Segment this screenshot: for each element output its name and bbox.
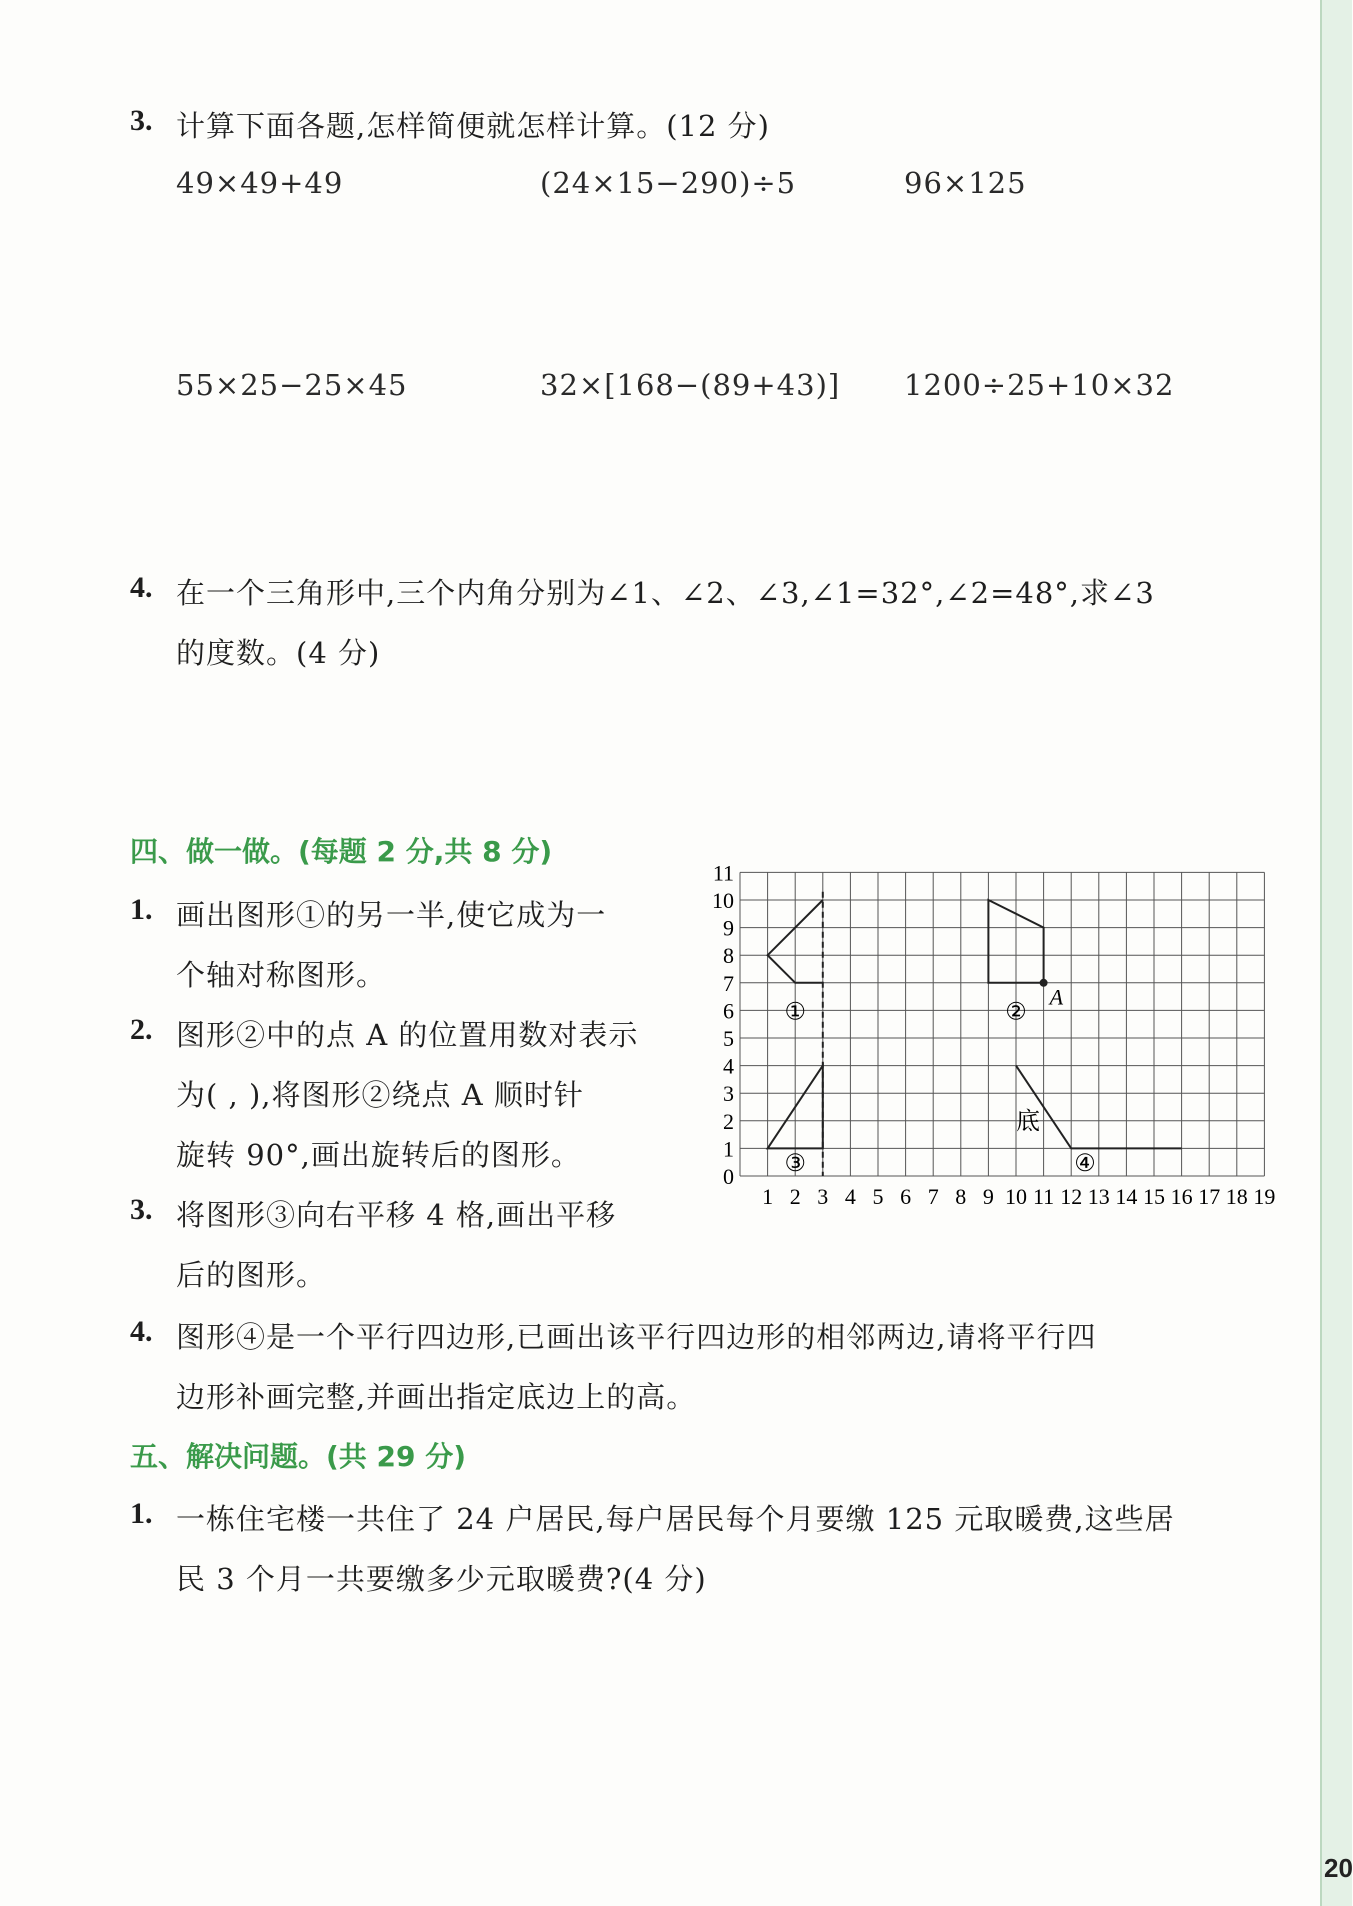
y-tick-label: 8 — [723, 943, 734, 969]
s4-item2-line3: 旋转 90°,画出旋转后的图形。 — [176, 1138, 581, 1172]
x-tick-label: 3 — [817, 1184, 829, 1209]
s4-item1-line1: 画出图形①的另一半,使它成为一 — [176, 898, 607, 932]
x-tick-label: 18 — [1225, 1184, 1248, 1209]
x-tick-label: 10 — [1005, 1184, 1027, 1209]
s4-item3-line2: 后的图形。 — [176, 1258, 327, 1292]
coordinate-grid — [700, 860, 1280, 1240]
x-tick-label: 2 — [789, 1184, 801, 1209]
s4-item2-line2: 为( , ),将图形②绕点 A 顺时针 — [176, 1078, 584, 1112]
y-tick-label: 6 — [723, 998, 734, 1024]
x-tick-label: 7 — [927, 1184, 939, 1209]
x-tick-label: 14 — [1115, 1184, 1138, 1209]
expression-3: 96×125 — [904, 166, 1027, 200]
y-axis-labels — [712, 860, 734, 1189]
x-tick-label: 11 — [1033, 1184, 1055, 1209]
y-tick-label: 10 — [712, 888, 734, 913]
question-4-line2: 的度数。(4 分) — [176, 636, 381, 670]
s4-item2-line1: 图形②中的点 A 的位置用数对表示 — [176, 1018, 639, 1052]
shapes — [768, 892, 1182, 1176]
y-tick-label: 7 — [723, 970, 734, 996]
s5-q1-number: 1. — [130, 1497, 153, 1530]
x-tick-label: 17 — [1198, 1184, 1221, 1209]
y-tick-label: 2 — [723, 1108, 734, 1134]
x-tick-label: 4 — [844, 1184, 856, 1209]
x-tick-label: 5 — [872, 1184, 884, 1209]
question-3-prompt: 计算下面各题,怎样简便就怎样计算。(12 分) — [176, 109, 770, 143]
question-4-line1: 在一个三角形中,三个内角分别为∠1、∠2、∠3,∠1=32°,∠2=48°,求∠3 — [176, 576, 1155, 610]
x-tick-label: 1 — [762, 1184, 774, 1209]
s4-item2-number: 2. — [130, 1013, 153, 1046]
y-tick-label: 0 — [723, 1164, 734, 1189]
y-tick-label: 11 — [712, 860, 734, 886]
x-tick-label: 16 — [1170, 1184, 1193, 1209]
x-tick-label: 12 — [1060, 1184, 1083, 1209]
s5-q1-line2: 民 3 个月一共要缴多少元取暖费?(4 分) — [176, 1562, 707, 1596]
point-a-label: A — [1049, 984, 1064, 1010]
x-tick-label: 9 — [982, 1184, 994, 1209]
s4-item4-line2: 边形补画完整,并画出指定底边上的高。 — [176, 1380, 697, 1414]
s4-item3-line1: 将图形③向右平移 4 格,画出平移 — [176, 1198, 617, 1232]
page-edge-strip — [1320, 0, 1352, 1906]
section-5-title: 五、解决问题。(共 29 分) — [130, 1440, 467, 1473]
expression-1: 49×49+49 — [176, 166, 344, 200]
s4-item1-line2: 个轴对称图形。 — [176, 958, 387, 992]
x-tick-label: 19 — [1253, 1184, 1276, 1209]
y-tick-label: 4 — [723, 1053, 734, 1079]
expression-5: 32×[168−(89+43)] — [540, 368, 841, 402]
x-tick-label: 8 — [955, 1184, 967, 1209]
grid-lines — [740, 872, 1264, 1176]
shape-3-label: ③ — [784, 1151, 806, 1178]
y-tick-label: 1 — [723, 1136, 734, 1162]
s4-item3-number: 3. — [130, 1193, 153, 1226]
section-4-title: 四、做一做。(每题 2 分,共 8 分) — [130, 835, 553, 868]
expression-2: (24×15−290)÷5 — [540, 166, 797, 200]
s4-item4-line1: 图形④是一个平行四边形,已画出该平行四边形的相邻两边,请将平行四 — [176, 1320, 1097, 1354]
y-tick-label: 9 — [723, 915, 734, 941]
y-tick-label: 5 — [723, 1026, 734, 1051]
y-tick-label: 3 — [723, 1081, 734, 1107]
expression-4: 55×25−25×45 — [176, 368, 408, 402]
point-a — [1041, 980, 1047, 986]
s4-item1-number: 1. — [130, 893, 153, 926]
s5-q1-line1: 一栋住宅楼一共住了 24 户居民,每户居民每个月要缴 125 元取暖费,这些居 — [176, 1502, 1175, 1536]
shape-2-label: ② — [1005, 999, 1027, 1026]
x-tick-label: 6 — [900, 1184, 912, 1209]
shape-4-label: ④ — [1074, 1151, 1096, 1178]
shape-1-label: ① — [784, 999, 806, 1026]
s4-item4-number: 4. — [130, 1315, 153, 1348]
base-label: 底 — [1016, 1108, 1040, 1135]
x-tick-label: 15 — [1143, 1184, 1165, 1209]
question-3-number: 3. — [130, 104, 153, 137]
question-4-number: 4. — [130, 571, 153, 604]
x-axis-labels — [762, 1184, 1275, 1209]
page-number: 20 — [1324, 1853, 1353, 1883]
expression-6: 1200÷25+10×32 — [904, 368, 1175, 402]
x-tick-label: 13 — [1087, 1184, 1110, 1209]
